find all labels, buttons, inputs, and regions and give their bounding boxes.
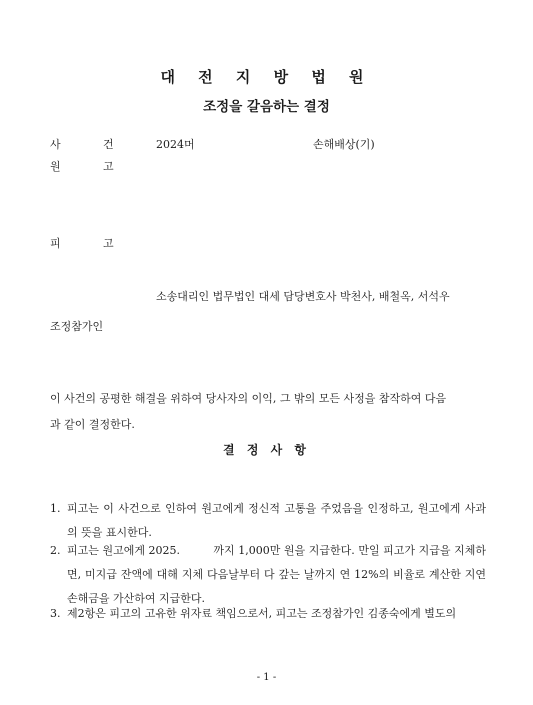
case-name: 손해배상(기)	[313, 138, 375, 151]
decision-item-1	[50, 497, 486, 545]
decision-item-text: 제2항은 피고의 고유한 위자료 책임으로서, 피고는 조정참가인 김종숙에게 별도의	[67, 607, 457, 620]
case-number-label-1: 사	[50, 138, 61, 151]
preamble-line-2: 과 같이 결정한다.	[50, 418, 135, 431]
page-number: - 1 -	[256, 672, 277, 683]
preamble-line-1: 이 사건의 공평한 해결을 위하여 당사자의 이익, 그 밖의 모든 사정을 참작하여 다음	[50, 392, 447, 405]
decision-item-text: 피고는 이 사건으로 인하여 원고에게 정신적 고통을 주었음을 인정하고, 원고에게 사과의 뜻을 표시한다.	[67, 502, 486, 539]
case-number: 2024머	[156, 138, 195, 151]
decision-item-3	[50, 602, 486, 626]
court-name: 대 전 지 방 법 원	[160, 68, 373, 86]
defendant-label-1: 피	[50, 237, 61, 250]
defendant-label-2: 고	[103, 237, 114, 250]
defendant-representative: 소송대리인 법무법인 대세 담당변호사 박천사, 배철옥, 서석우	[156, 290, 450, 303]
decision-title: 결 정 사 항	[223, 443, 310, 457]
case-number-label-2: 건	[103, 138, 114, 151]
decision-item-number: 1.	[50, 502, 61, 515]
plaintiff-label-2: 고	[103, 160, 114, 173]
decision-item-2	[50, 539, 486, 611]
document-title: 조정을 갈음하는 결정	[203, 99, 330, 115]
decision-item-number: 3.	[50, 607, 61, 620]
decision-item-number: 2.	[50, 544, 61, 557]
plaintiff-label-1: 원	[50, 160, 61, 173]
intervenor-label: 조정참가인	[50, 320, 104, 333]
decision-item-text: 피고는 원고에게 2025. 까지 1,000만 원을 지급한다. 만일 피고가 지급을 지체하면, 미지급 잔액에 대해 지체 다음날부터 다 갚는 날까지 연 12%의 비율로 계산한 지연손해금을 가산하여 지급한다.	[67, 544, 486, 605]
